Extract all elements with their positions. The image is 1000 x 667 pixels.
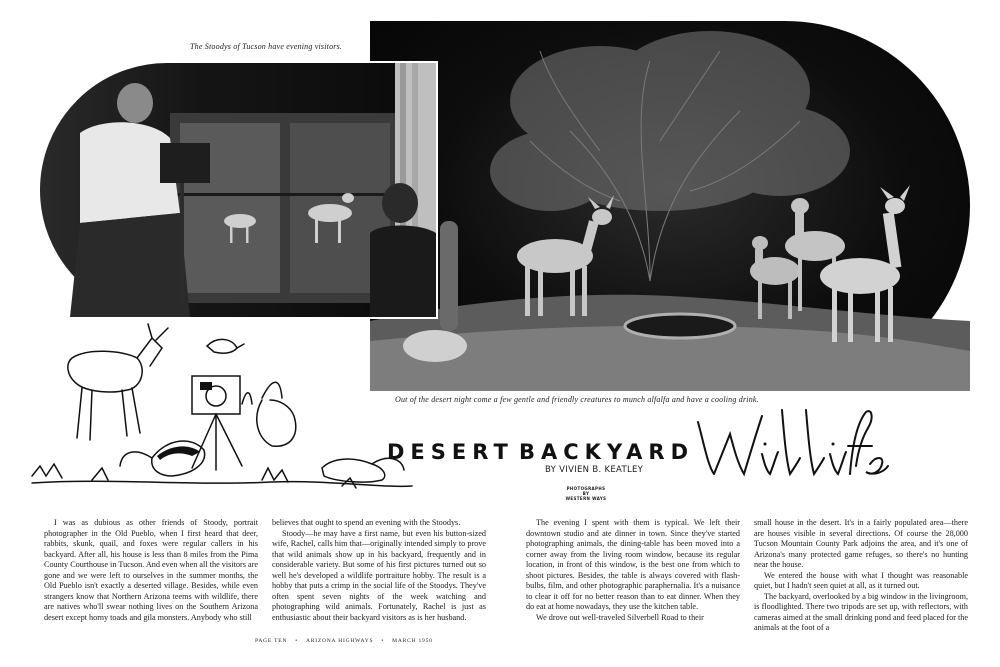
title-word-backyard: BACKYARD: [519, 440, 694, 464]
photographer-illustration: [40, 63, 436, 317]
page-footer: [255, 638, 433, 644]
photo-credit-line-1: PHOTOGRAPHS: [566, 486, 606, 491]
photographer-photo: [38, 61, 438, 319]
deer-night-illustration: [370, 21, 970, 391]
paragraph: believes that ought to spend an evening with the Stoodys.: [272, 518, 461, 527]
footer-magazine: ARIZONA HIGHWAYS: [305, 638, 374, 644]
paragraph: Stoody—he may have a first name, but even his button-sized wife, Rachel, calls him that—originally intended simply to prove that wild animals show up in his backyard, frequently and in considerable variety. But some of his first pictures turned out so well he's developed a wildlife portraiture hobby. The result is a hobby that puts a crimp in the social life of the Stoodys. They've often spent seven nights of the week watching and photographing wild animals. Fortunately, Rachel is just as enthusiastic about their backyard visitors as is her husband.: [272, 528, 486, 622]
deer-night-photo: [370, 21, 970, 391]
body-column-1: [44, 518, 258, 622]
wildlife-sketch-illustration: [32, 318, 412, 498]
paragraph: We entered the house with what I thought was reasonable quiet, but I hadn't seen quiet at all, as it turned out.: [754, 570, 968, 591]
photo-credit-line-3: WESTERN WAYS: [565, 496, 607, 501]
footer-date: MARCH 1950: [392, 638, 433, 644]
byline: BY VIVIEN B. KEATLEY: [545, 465, 644, 475]
paragraph: The backyard, overlooked by a big window in the livingroom, is floodlighted. There two tripods are set up, with reflectors, with cameras aimed at the small drinking pond and feed placed for the animals at the foot of a: [754, 591, 968, 633]
title-word-desert: DESERT: [387, 440, 514, 464]
paragraph: The evening I spent with them is typical. We left their downtown studio and ate dinner in town. Since they've started photographing animals, the dining-table has been moved into a corner away from the living room window, because its regular location, in front of this window, is the best one from which to shoot pictures. Besides, the table is always covered with flash-bulbs, film, and other photographic paraphernalia. It's a nuisance to clear it off for no better reason than to eat dinner. When they do eat at home nowadays, they use the kitchen table.: [526, 518, 740, 612]
top-photo-caption: The Stoodys of Tucson have evening visitors.: [190, 42, 343, 51]
footer-page-number: PAGE TEN: [255, 638, 288, 644]
paragraph: small house in the desert. It's in a fairly populated area—there are houses visible in several directions. Of course the 28,000 Tucson Mountain County Park adjoins the area, and it's one of Arizona's many protected game refuges, so there's no hunting near the house.: [754, 518, 968, 570]
body-column-4: [754, 518, 968, 633]
body-column-3: [526, 518, 740, 622]
title-script-wildlife: [690, 404, 890, 484]
bottom-photo-caption: Out of the desert night come a few gentle and friendly creatures to munch alfalfa and have a cooling drink.: [395, 395, 759, 404]
footer-separator: •: [381, 638, 385, 644]
body-column-2: [272, 518, 486, 622]
footer-separator: •: [295, 638, 298, 644]
paragraph: We drove out well-traveled Silverbell Road to their: [536, 612, 704, 622]
paragraph: I was as dubious as other friends of Stoody, portrait photographer in the Old Pueblo, when I first heard that deer, rabbits, skunk, quail, and foxes were regular callers in his backyard. After all, his house is less than 8 miles from the Pima County Courthouse in Tucson. And even when all the visitors are gone and we were left to ourselves in the summer months, the Old Pueblo isn't exactly a deserted village. Besides, while even strangers know that Northern Arizona teems with wildlife, there are natives who'll swear nothing lives on the Southern Arizona desert except horny toads and gila monsters. Anybody who still: [44, 518, 258, 622]
photo-credit-line-2: BY: [582, 491, 590, 496]
